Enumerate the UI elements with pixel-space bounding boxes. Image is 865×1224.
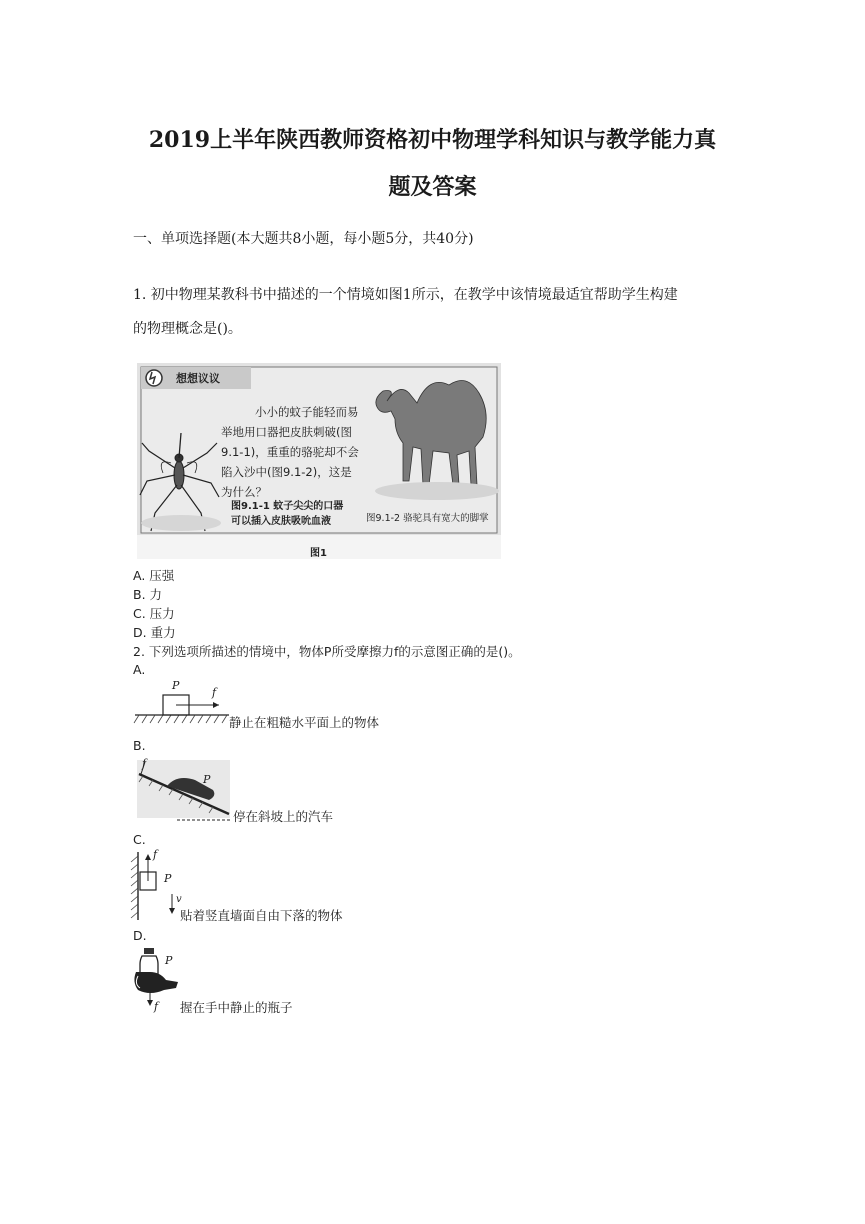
question-1-text-line-2: 的物理概念是()。	[133, 321, 242, 337]
document-title-line-2: 题及答案	[388, 174, 477, 200]
q1-option-c: C. 压力	[133, 606, 175, 621]
question-2-text: 2. 下列选项所描述的情境中，物体P所受摩擦力f的示意图正确的是()。	[133, 644, 521, 659]
q2-option-b-diagram	[137, 757, 232, 822]
q2-option-c-diagram	[128, 850, 188, 922]
option-a-art	[133, 678, 233, 728]
option-b-art	[137, 760, 232, 822]
figure-1-body-line-2: 举地用口器把皮肤刺破(图	[221, 425, 352, 439]
option-a-p-label: P	[172, 679, 180, 692]
q2-option-d-caption: 握在手中静止的瓶子	[180, 1000, 293, 1015]
q2-option-a-diagram	[133, 678, 233, 728]
option-d-f-label: f	[154, 1000, 159, 1013]
option-b-f-label: f	[142, 757, 147, 770]
option-a-f-label: f	[212, 686, 217, 699]
document-title-line-1: 2019上半年陕西教师资格初中物理学科知识与教学能力真	[148, 127, 717, 153]
q2-option-b-caption: 停在斜坡上的汽车	[233, 809, 334, 824]
figure-1-art	[137, 363, 501, 559]
q2-option-d-letter: D.	[133, 928, 147, 943]
q1-option-d: D. 重力	[133, 625, 176, 640]
figure-1-body-line-1: 小小的蚊子能轻而易	[255, 405, 359, 419]
figure-1-label: 图1	[310, 548, 327, 559]
figure-1-caption-right: 图9.1-2 骆驼具有宽大的脚掌	[366, 513, 489, 524]
figure-1-body-line-4: 陷入沙中(图9.1-2)，这是	[221, 465, 352, 479]
figure-1-body-line-5: 为什么？	[221, 485, 267, 499]
figure-1-header: 想想议议	[176, 372, 220, 385]
option-d-p-label: P	[165, 954, 173, 967]
q2-option-a-caption: 静止在粗糙水平面上的物体	[229, 715, 380, 730]
figure-1-caption-left-2: 可以插入皮肤吸吮血液	[231, 516, 331, 527]
q1-option-a: A. 压强	[133, 568, 175, 583]
q2-option-c-letter: C.	[133, 832, 146, 847]
figure-1	[137, 363, 501, 559]
q2-option-a-letter: A.	[133, 662, 146, 677]
option-c-f-label: f	[153, 848, 158, 861]
figure-1-body-line-3: 9.1-1)，重重的骆驼却不会	[221, 445, 359, 459]
option-c-v-label: v	[176, 894, 182, 905]
figure-1-caption-left-1: 图9.1-1 蚊子尖尖的口器	[231, 501, 344, 512]
option-c-art	[128, 850, 188, 922]
q2-option-d-diagram	[130, 946, 185, 1018]
q2-option-b-letter: B.	[133, 738, 146, 753]
section-heading: 一、单项选择题(本大题共8小题，每小题5分，共40分)	[133, 231, 474, 247]
option-c-p-label: P	[164, 872, 172, 885]
option-b-p-label: P	[203, 773, 211, 786]
q1-option-b: B. 力	[133, 587, 163, 602]
q2-option-c-caption: 贴着竖直墙面自由下落的物体	[180, 908, 343, 923]
question-1-text-line-1: 1. 初中物理某教科书中描述的一个情境如图1所示，在教学中该情境最适宜帮助学生构建	[133, 287, 678, 303]
